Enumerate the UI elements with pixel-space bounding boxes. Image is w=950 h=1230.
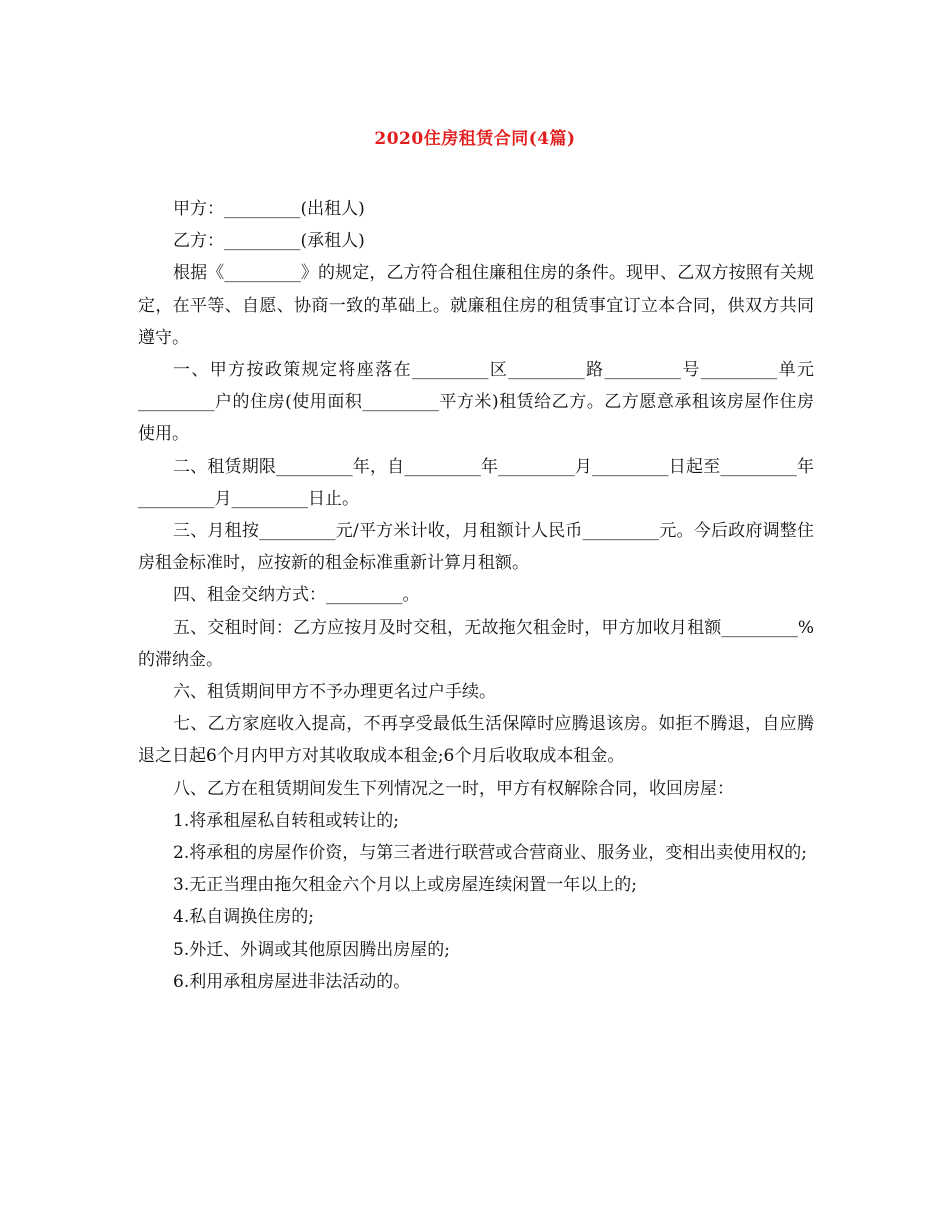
party-b-line: 乙方：_________(承租人)	[173, 231, 365, 252]
clause-2: 二、租赁期限_________年，自_________年_________月_________日起至_________年_________月_________日止。	[138, 456, 814, 509]
contract-body	[138, 193, 814, 998]
clause-5: 五、交租时间：乙方应按月及时交租，无故拖欠租金时，甲方加收月租额_________%的滞纳金。	[138, 617, 814, 670]
document-title: 2020住房租赁合同(4篇)	[374, 129, 576, 149]
clause-3: 三、月租按_________元/平方米计收，月租额计人民币_________元。今后政府调整住房租金标准时，应按新的租金标准重新计算月租额。	[138, 521, 814, 574]
clause-7: 七、乙方家庭收入提高，不再享受最低生活保障时应腾退该房。如拒不腾退，自应腾退之日起6个月内甲方对其收取成本租金;6个月后收取成本租金。	[138, 714, 814, 767]
clause-8-item-3: 3.无正当理由拖欠租金六个月以上或房屋连续闲置一年以上的;	[173, 875, 637, 896]
clause-8-item-4: 4.私自调换住房的;	[173, 907, 314, 928]
preamble-paragraph: 根据《_________》的规定，乙方符合租住廉租住房的条件。现甲、乙双方按照有关规定，在平等、自愿、协商一致的革础上。就廉租住房的租赁事宜订立本合同，供双方共同遵守。	[138, 263, 814, 348]
clause-6: 六、租赁期间甲方不予办理更名过户手续。	[173, 682, 496, 703]
clause-8: 八、乙方在租赁期间发生下列情况之一时，甲方有权解除合同，收回房屋：	[173, 778, 734, 799]
clause-1: 一、甲方按政策规定将座落在_________区_________路_________号_________单元_________户的住房(使用面积_________平方米)租赁给乙方。乙方愿意承租该房屋作住房使用。	[138, 360, 814, 445]
clause-8-item-5: 5.外迁、外调或其他原因腾出房屋的;	[173, 939, 450, 960]
clause-8-item-6: 6.利用承租房屋进非法活动的。	[173, 971, 411, 992]
clause-8-item-1: 1.将承租屋私自转租或转让的;	[173, 810, 399, 831]
clause-4: 四、租金交纳方式：_________。	[173, 585, 420, 606]
clause-8-item-2: 2.将承租的房屋作价资，与第三者进行联营或合营商业、服务业，变相出卖使用权的;	[173, 843, 807, 864]
party-a-line: 甲方：_________(出租人)	[173, 199, 365, 219]
